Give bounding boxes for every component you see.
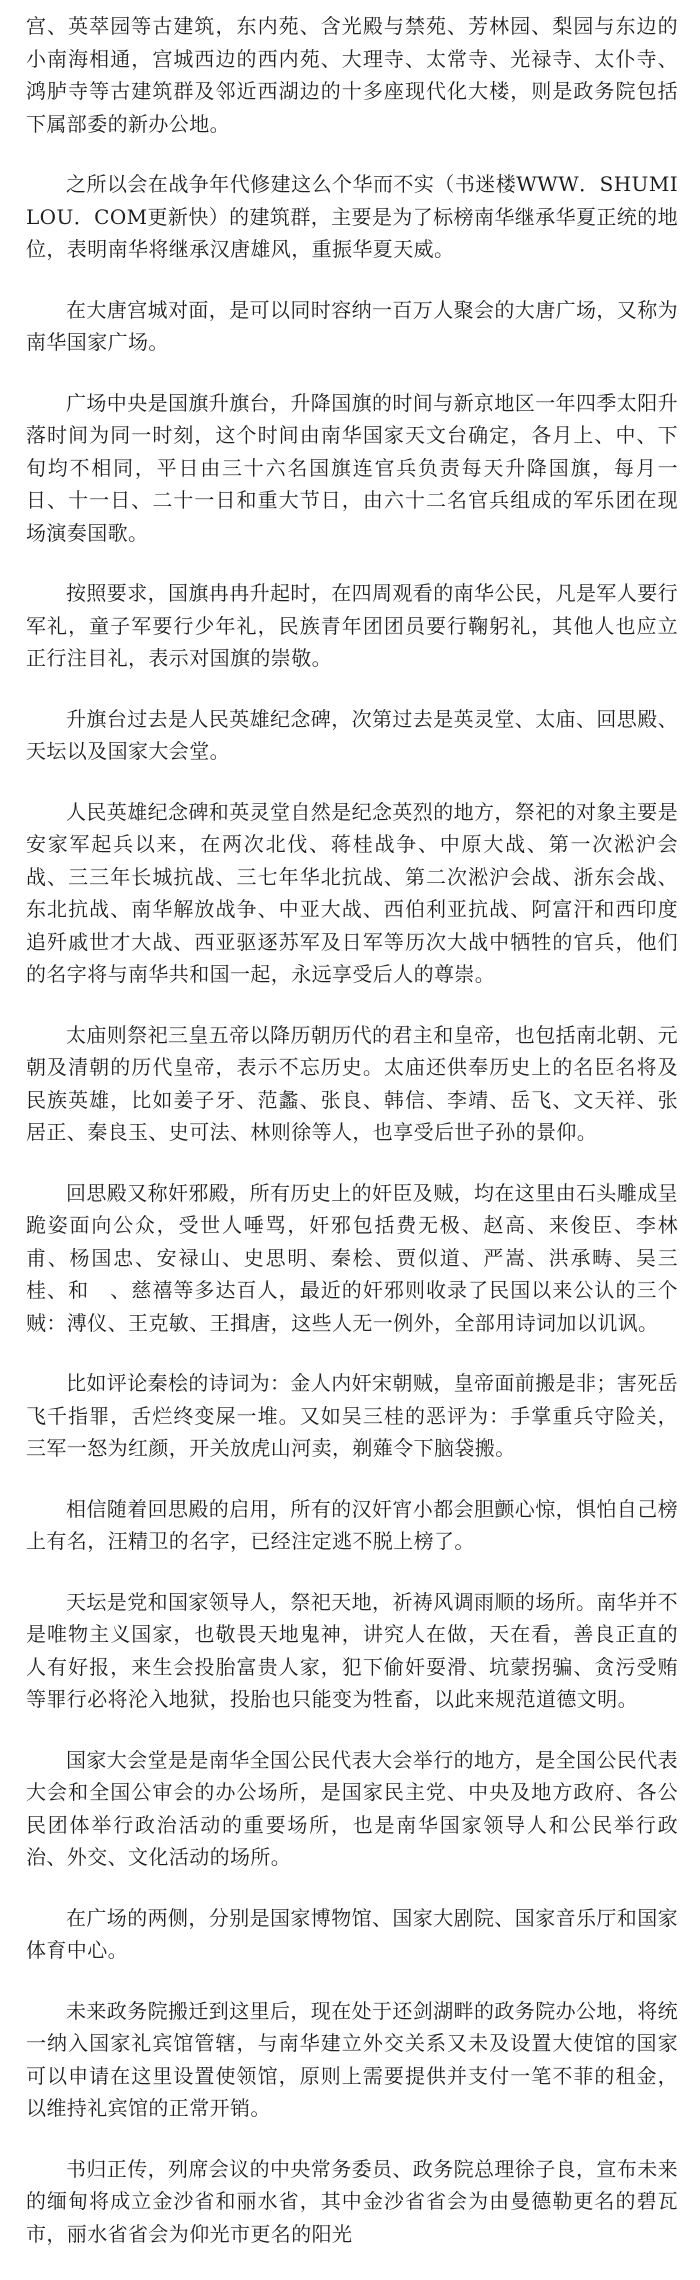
paragraph-5: 按照要求，国旗冉冉升起时，在四周观看的南华公民，凡是军人要行军礼，童子军要行少年礼，民族青年团团员要行鞠躬礼，其他人也应立正行注目礼，表示对国旗的崇敬。 [26, 581, 678, 670]
paragraph-4: 广场中央是国旗升旗台，升降国旗的时间与新京地区一年四季太阳升落时间为同一时刻，这个时间由南华国家天文台确定，各月上、中、下旬均不相同，平日由三十六名国旗连官兵负责每天升降国旗，每月一日、十一日、二十一日和重大节日，由六十二名官兵组成的军乐团在现场演奏国歌。 [26, 390, 678, 545]
paragraph-13: 国家大会堂是是南华全国公民代表大会举行的地方，是全国公民代表大会和全国公审会的办公场所，是国家民主党、中央及地方政府、各公民团体举行政治活动的重要场所，也是南华国家领导人和公民举行政治、外交、文化活动的场所。 [26, 1747, 678, 1869]
paragraph-10: 比如评论秦桧的诗词为：金人内奸宋朝贼，皇帝面前搬是非；害死岳飞千指罪，舌烂终变屎一堆。又如吴三桂的恶评为：手掌重兵守险关，三军一怒为红颜，开关放虎山河卖，剃薙令下脑袋搬。 [26, 1371, 678, 1460]
paragraph-14: 在广场的两侧，分别是国家博物馆、国家大剧院、国家音乐厅和国家体育中心。 [26, 1905, 678, 1962]
paragraph-1: 宫、英萃园等古建筑，东内苑、含光殿与禁苑、芳林园、梨园与东边的小南海相通，宫城西边的西内苑、大理寺、太常寺、光禄寺、太仆寺、鸿胪寺等古建筑群及邻近西湖边的十多座现代化大楼，则是政务院包括下属部委的新办公地。 [26, 14, 678, 136]
paragraph-8: 太庙则祭祀三皇五帝以降历朝历代的君主和皇帝，也包括南北朝、元朝及清朝的历代皇帝，表示不忘历史。太庙还供奉历史上的名臣名将及民族英雄，比如姜子牙、范蠡、张良、韩信、李靖、岳飞、文天祥、张居正、秦良玉、史可法、林则徐等人，也享受后世子孙的景仰。 [26, 1022, 678, 1144]
paragraph-9: 回思殿又称奸邪殿，所有历史上的奸臣及贼，均在这里由石头雕成呈跪姿面向公众，受世人唾骂，奸邪包括费无极、赵高、来俊臣、李林甫、杨国忠、安禄山、史思明、秦桧、贾似道、严嵩、洪承畴、吴三桂、和 、慈禧等多达百人，最近的奸邪则收录了民国以来公认的三个贼：溥仪、王克敏、王揖唐，这些人无一例外，全部用诗词加以讥讽。 [26, 1180, 678, 1335]
paragraph-2: 之所以会在战争年代修建这么个华而不实（书迷楼WWW．SHUMILOU．COM更新快）的建筑群，主要是为了标榜南华继承华夏正统的地位，表明南华将继承汉唐雄风，重振华夏天威。 [26, 172, 678, 261]
paragraph-7: 人民英雄纪念碑和英灵堂自然是纪念英烈的地方，祭祀的对象主要是安家军起兵以来，在两次北伐、蒋桂战争、中原大战、第一次淞沪会战、三三年长城抗战、三七年华北抗战、第二次淞沪会战、浙东会战、东北抗战、南华解放战争、中亚大战、西伯利亚抗战、阿富汗和西印度追歼戚世才大战、西亚驱逐苏军及日军等历次大战中牺牲的官兵，他们的名字将与南华共和国一起，永远享受后人的尊崇。 [26, 799, 678, 986]
paragraph-3: 在大唐宫城对面，是可以同时容纳一百万人聚会的大唐广场，又称为南华国家广场。 [26, 297, 678, 354]
paragraph-15: 未来政务院搬迁到这里后，现在处于还剑湖畔的政务院办公地，将统一纳入国家礼宾馆管辖，与南华建立外交关系又未及设置大使馆的国家可以申请在这里设置使领馆，原则上需要提供并支付一笔不菲的租金，以维持礼宾馆的正常开销。 [26, 1998, 678, 2120]
paragraph-12: 天坛是党和国家领导人，祭祀天地，祈祷风调雨顺的场所。南华并不是唯物主义国家，也敬畏天地鬼神，讲究人在做，天在看，善良正直的人有好报，来生会投胎富贵人家，犯下偷奸耍滑、坑蒙拐骗、贪污受贿等罪行必将沦入地狱，投胎也只能变为牲畜，以此来规范道德文明。 [26, 1589, 678, 1711]
paragraph-11: 相信随着回思殿的启用，所有的汉奸宵小都会胆颤心惊，惧怕自己榜上有名，汪精卫的名字，已经注定逃不脱上榜了。 [26, 1496, 678, 1553]
paragraph-6: 升旗台过去是人民英雄纪念碑，次第过去是英灵堂、太庙、回思殿、天坛以及国家大会堂。 [26, 706, 678, 763]
paragraph-16: 书归正传，列席会议的中央常务委员、政务院总理徐子良，宣布未来的缅甸将成立金沙省和丽水省，其中金沙省省会为由曼德勒更名的碧瓦市，丽水省省会为仰光市更名的阳光 [26, 2156, 678, 2246]
